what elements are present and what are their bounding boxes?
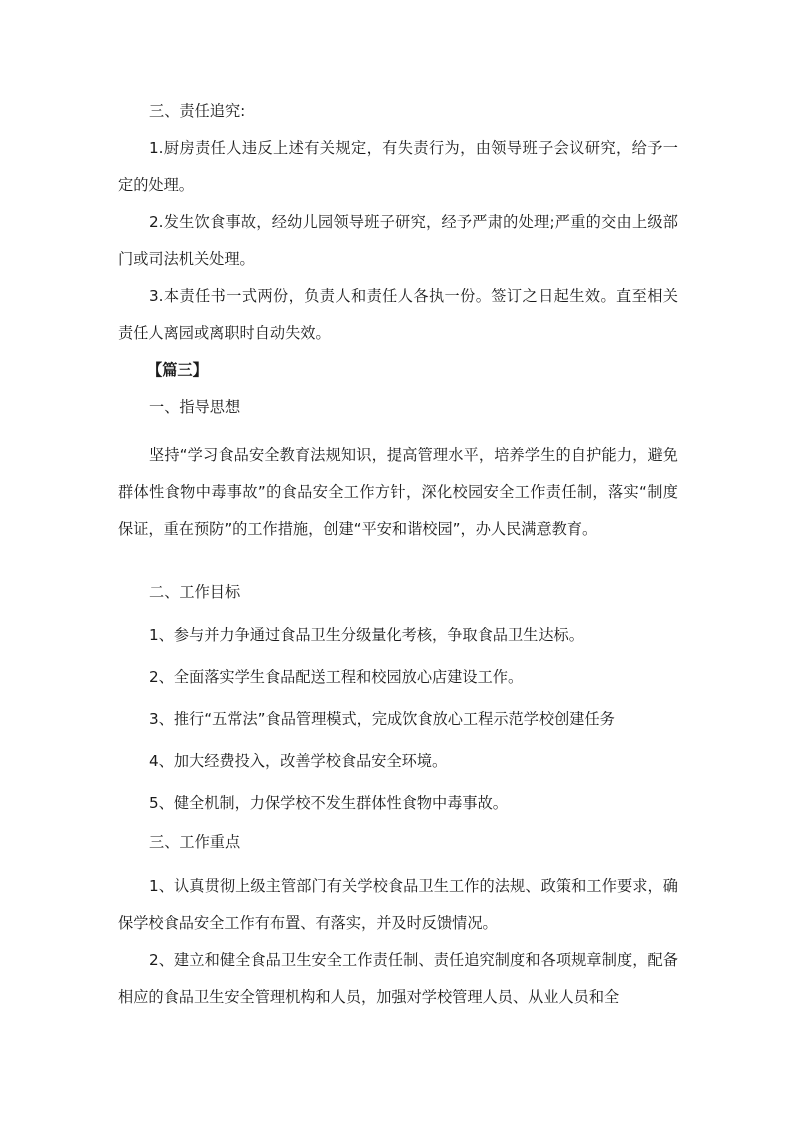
goal-item-1: 1、参与并力争通过食品卫生分级量化考核，争取食品卫生达标。 <box>149 626 584 644</box>
part-three-title: 【篇三】 <box>147 361 208 379</box>
goal-item-5: 5、健全机制，力保学校不发生群体性食物中毒事故。 <box>149 794 508 812</box>
paragraph-liability-1: 1.厨房责任人违反上述有关规定，有失责行为，由领导班子会议研究，给予一定的处理。 <box>118 139 678 194</box>
paragraph-liability-2: 2.发生饮食事故，经幼儿园领导班子研究，经予严肃的处理;严重的交由上级部门或司法机关处理。 <box>118 213 678 268</box>
paragraph-liability-3: 3.本责任书一式两份，负责人和责任人各执一份。签订之日起生效。直至相关责任人离园或离职时自动失效。 <box>118 287 678 342</box>
section-heading-work-goals: 二、工作目标 <box>149 583 241 601</box>
section-heading-guiding-thought: 一、指导思想 <box>149 398 241 416</box>
section-heading-liability: 三、责任追究: <box>149 102 246 120</box>
goal-item-4: 4、加大经费投入，改善学校食品安全环境。 <box>149 752 448 770</box>
goal-item-3: 3、推行“五常法”食品管理模式，完成饮食放心工程示范学校创建任务 <box>149 710 615 728</box>
section-heading-work-focus: 三、工作重点 <box>149 833 241 851</box>
focus-item-1: 1、认真贯彻上级主管部门有关学校食品卫生工作的法规、政策和工作要求，确保学校食品安全工作有布置、有落实，并及时反馈情况。 <box>118 877 678 932</box>
goal-item-2: 2、全面落实学生食品配送工程和校园放心店建设工作。 <box>149 668 524 686</box>
focus-item-2: 2、建立和健全食品卫生安全工作责任制、责任追究制度和各项规章制度，配备相应的食品卫生安全管理机构和人员，加强对学校管理人员、从业人员和全 <box>118 951 678 1006</box>
paragraph-guiding-thought: 坚持“学习食品安全教育法规知识，提高管理水平，培养学生的自护能力，避免群体性食物中毒事故”的食品安全工作方针，深化校园安全工作责任制，落实“制度保证，重在预防”的工作措施，创建“平安和谐校园”，办人民满意教育。 <box>118 446 678 538</box>
